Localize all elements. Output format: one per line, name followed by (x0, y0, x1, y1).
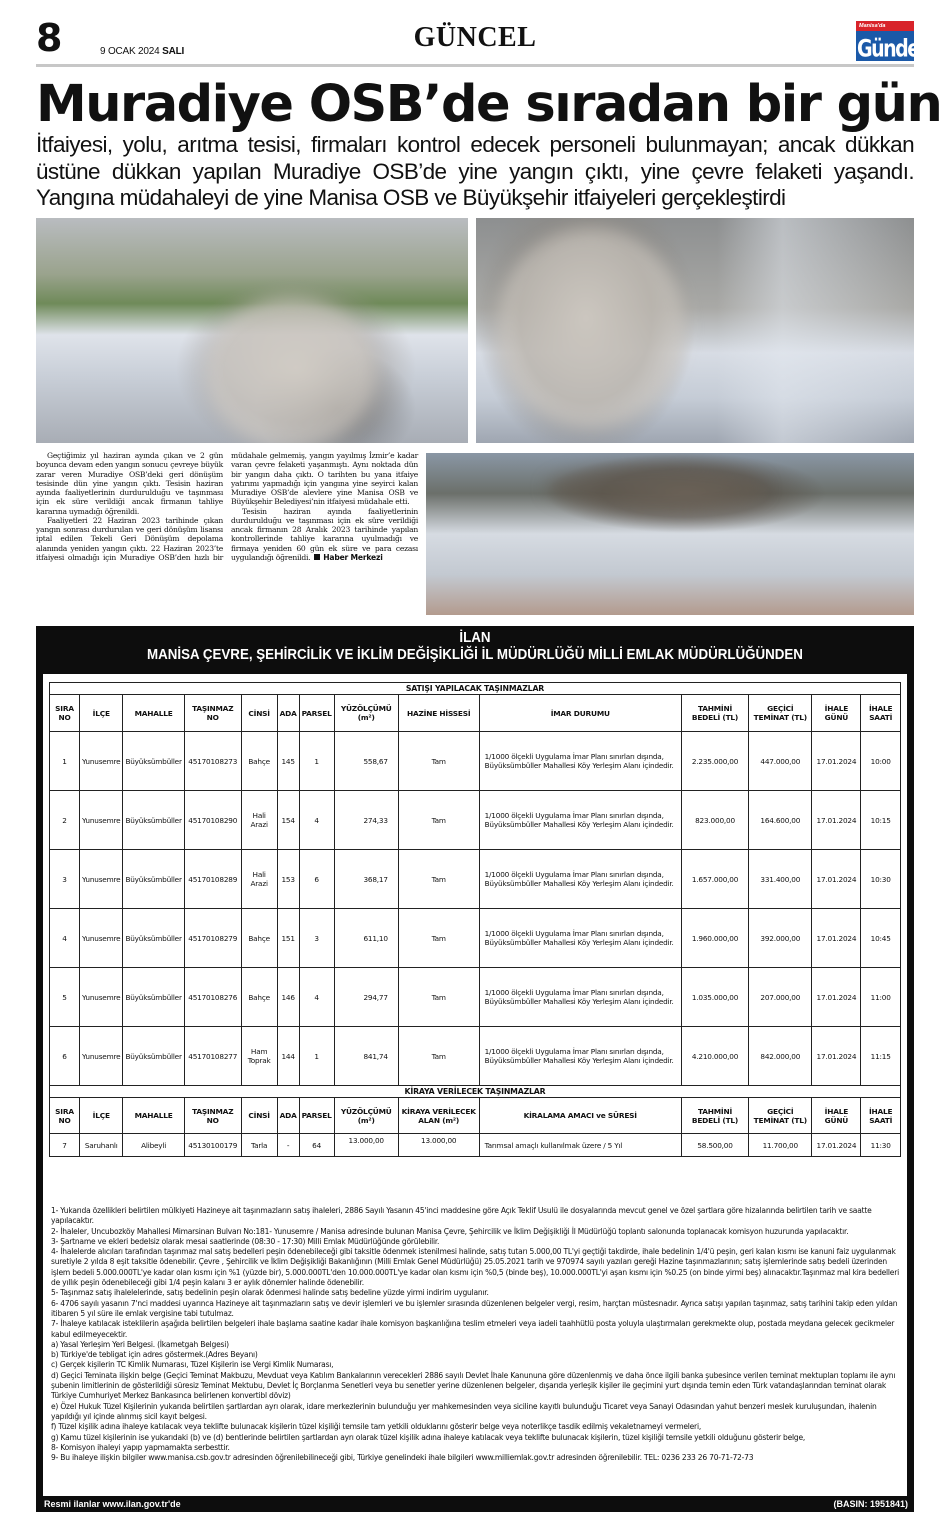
official-notice (36, 626, 914, 1512)
notice-title: İLAN (459, 630, 491, 646)
table-cell: Tarımsal amaçlı kullanılmak üzere / 5 Yıl (479, 1134, 681, 1157)
column-header: SIRA NO (50, 1098, 80, 1134)
table-row (50, 732, 901, 791)
table-cell: Tam (398, 909, 479, 968)
table-cell: Tam (398, 732, 479, 791)
table-cell: 45170108290 (184, 791, 241, 850)
table-cell: Bahçe (241, 909, 277, 968)
table-cell: 1/1000 ölçekli Uygulama İmar Planı sınırları dışında, Büyüksümbüller Mahallesi Köy Yerleşim Alanı içindedir. (479, 968, 681, 1027)
term-item: b) Türkiye'de tebligat için adres göstermek.(Adres Beyanı) (51, 1350, 258, 1360)
article-paragraph: Tesisin haziran ayında faaliyetlerinin durdurulduğu ve taşınması için ek süre verildiği ancak firmanın 28 Aralık 2023 tarihinde yapılan kontrollerinde tahliye kararına uyulmadığı ve firmaya yeniden 60 gün ek süre ve para cezası uygulandığı öğrenildi. Haber Merkezi (231, 506, 418, 562)
table-cell: 17.01.2024 (812, 1027, 861, 1086)
table-cell: 13.000,00 (398, 1134, 479, 1157)
table-cell: Tam (398, 850, 479, 909)
table-cell: 3 (299, 909, 334, 968)
table-cell: 144 (277, 1027, 299, 1086)
table-cell: 331.400,00 (749, 850, 812, 909)
table-cell: 45170108289 (184, 850, 241, 909)
column-header: GEÇİCİ TEMİNAT (TL) (749, 695, 812, 732)
table-cell: 3 (50, 850, 80, 909)
table-row (50, 909, 901, 968)
column-header: İHALE GÜNÜ (812, 695, 861, 732)
column-header: KİRAYA VERİLECEK ALAN (m²) (398, 1098, 479, 1134)
table-row (50, 968, 901, 1027)
table-cell: 45170108273 (184, 732, 241, 791)
table-cell: Tarla (241, 1134, 277, 1157)
table-cell: 1.035.000,00 (681, 968, 748, 1027)
table-cell: Büyüksümbüller (123, 850, 184, 909)
notice-header (71, 630, 879, 664)
column-header: TAHMİNİ BEDELİ (TL) (681, 1098, 748, 1134)
property-table (49, 682, 901, 1157)
column-header: TAHMİNİ BEDELİ (TL) (681, 695, 748, 732)
table-cell: Yunusemre (80, 909, 123, 968)
column-header: İMAR DURUMU (479, 695, 681, 732)
table-cell: 274,33 (334, 791, 398, 850)
table-cell: 17.01.2024 (812, 732, 861, 791)
table-cell: 6 (50, 1027, 80, 1086)
notice-terms (51, 1206, 903, 1463)
table-cell: 58.500,00 (681, 1134, 748, 1157)
table-cell: 392.000,00 (749, 909, 812, 968)
table-cell: 1.657.000,00 (681, 850, 748, 909)
table-cell: 1 (299, 732, 334, 791)
table-cell: 4 (299, 968, 334, 1027)
table-cell: 10:00 (861, 732, 901, 791)
table-cell: 17.01.2024 (812, 850, 861, 909)
column-header: SIRA NO (50, 695, 80, 732)
table-cell: 368,17 (334, 850, 398, 909)
table-cell: 1/1000 ölçekli Uygulama İmar Planı sınırları dışında, Büyüksümbüller Mahallesi Köy Yerleşim Alanı içindedir. (479, 909, 681, 968)
term-item: 4- İhalelerde alıcıları tarafından taşınmaz mal satış bedelleri peşin ödenebileceği gibi taksitle ödenmek istenilmesi halinde, satış tutarı 5.000,00 TL'yi geçtiği takdirde, ihale bedelinin 1/4'ü peşin, geri kalan kısmı ise kanuni faiz uygulanmak suretiyle 2 yılda 8 eşit taksitle ödenebilir. Çevre , Şehircilik ve İklim Değişikliği Bakanlığının (Milli Emlak Genel Müdürlüğü) 25.05.2021 tarih ve 970974 sayılı yazıları gereği Hazine taşınmazlarının; satış işlemlerinde satış bedeli üzerinden işlem bedeli 5.000.000TL'ye kadar olan kısmı için %1 (yüzde bir), 5.000.000TL'den 10.000.000TL'ye kadar olan kısmı için %0,5 (binde beş), 10.000.000TL'yi aşan kısmı için %0.25 (on binde yirmi beş) alınacaktır.Taşınmaz mal kira bedelleri de yıllık peşin ödenebileceği gibi 1/4 peşin kalanı 3 er aylık dönemler halinde ödenebilir. (51, 1247, 899, 1288)
table-cell: 154 (277, 791, 299, 850)
table-cell: Tam (398, 968, 479, 1027)
table-cell: 1.960.000,00 (681, 909, 748, 968)
term-item: 8- Komisyon ihaleyi yapıp yapmamakta serbesttir. (51, 1442, 230, 1452)
deck-text: İtfaiyesi, yolu, arıtma tesisi, firmaları kontrol edecek personeli bulunmayan; ancak dükkan üstüne dükkan yapılan Muradiye OSB’de yine yangın çıktı, yine çevre felaketi yaşandı. Yangına müdahaleyi de yine Manisa OSB ve Büyükşehir itfaiyeleri gerçekleştirdi (36, 132, 914, 210)
term-item: 5- Taşınmaz satış ihalelelerinde, satış bedelinin peşin olarak ödenmesi halinde satış bedeline yüzde yirmi indirim uygulanır. (51, 1288, 489, 1298)
table-cell: 10:15 (861, 791, 901, 850)
column-header: MAHALLE (123, 1098, 184, 1134)
column-header: GEÇİCİ TEMİNAT (TL) (749, 1098, 812, 1134)
table-cell: 11:15 (861, 1027, 901, 1086)
table-cell: 11:30 (861, 1134, 901, 1157)
article-paragraph: Geçtiğimiz yıl haziran ayında çıkan ve 2 gün boyunca devam eden yangın sonucu çevreye büyük zarar veren Muradiye OSB’deki geri dönüşüm tesisinde dün yine yangın çıktı. Tesisin haziran ayında faaliyetlerinin durdurulduğu ve taşınması için ek süre verildiği ancak firmanın tahliye kararına uymadığı öğrenildi. (36, 451, 223, 516)
table-cell: 64 (299, 1134, 334, 1157)
smoke-shape (496, 228, 686, 428)
table-row (50, 1134, 901, 1157)
column-header: ADA (277, 1098, 299, 1134)
term-item: c) Gerçek kişilerin TC Kimlik Numarası, Tüzel Kişilerin ise Vergi Kimlik Numarası, (51, 1360, 334, 1370)
table-cell: 17.01.2024 (812, 968, 861, 1027)
table-cell: 45170108277 (184, 1027, 241, 1086)
table-cell: - (277, 1134, 299, 1157)
table-cell: Alibeyli (123, 1134, 184, 1157)
table-cell: 17.01.2024 (812, 1134, 861, 1157)
table-cell: 153 (277, 850, 299, 909)
rent-table-title: KİRAYA VERİLECEK TAŞINMAZLAR (50, 1086, 901, 1098)
table-cell: Büyüksümbüller (123, 968, 184, 1027)
smoke-shape (546, 463, 766, 513)
column-header: YÜZÖLÇÜMÜ (m²) (334, 695, 398, 732)
table-cell: 842.000,00 (749, 1027, 812, 1086)
term-item: a) Yasal Yerleşim Yeri Belgesi. (İkametgah Belgesi) (51, 1339, 229, 1349)
table-cell: Bahçe (241, 968, 277, 1027)
table-cell: Ham Toprak (241, 1027, 277, 1086)
fire-photo-2 (476, 218, 914, 443)
notice-body (43, 674, 907, 1496)
article-body (36, 451, 418, 619)
press-code: (BASIN: 1951841) (833, 1499, 908, 1509)
table-cell: 1/1000 ölçekli Uygulama İmar Planı sınırları dışında, Büyüksümbüller Mahallesi Köy Yerleşim Alanı içindedir. (479, 1027, 681, 1086)
column-header: HAZİNE HİSSESİ (398, 695, 479, 732)
smoke-shape (206, 298, 376, 443)
term-item: f) Tüzel kişilik adına ihaleye katılacak veya teklifte bulunacak kişilerin tüzel kişiliği temsile tam yetkili olduklarını gösterir belge veya noterlikçe tasdik edilmiş vekaletnameyi vermeleri, (51, 1422, 701, 1432)
table-row (50, 791, 901, 850)
table-cell: 5 (50, 968, 80, 1027)
table-cell: 11:00 (861, 968, 901, 1027)
term-item: 1- Yukarıda özellikleri belirtilen mülkiyeti Hazineye ait taşınmazların satış ihaleleri, 2886 Sayılı Yasanın 45'inci maddesine göre Açık Teklif Usulü ile dosyalarında mevcut genel ve özel şartlara göre hizalarında belirtilen tarih ve saatte yapılacaktır. (51, 1206, 872, 1226)
logo-tagline: Manisa'da (859, 23, 886, 29)
table-cell: 10:45 (861, 909, 901, 968)
term-item: e) Özel Hukuk Tüzel Kişilerinin yukarıda belirtilen şartlardan ayrı olarak, idare merkezlerinin bulunduğu yer mahkemesinden veya siciline kayıtlı bulunduğu Ticaret veya Sanayi Odasından yahut benzeri meslek kuruluşundan, ihalenin yapıldığı yıl içinde alınmış sicil kayıt belgesi. (51, 1401, 877, 1421)
table-cell: Saruhanlı (80, 1134, 123, 1157)
table-cell: 13.000,00 (334, 1134, 398, 1157)
table-cell: 45170108279 (184, 909, 241, 968)
table-cell: 611,10 (334, 909, 398, 968)
table-cell: Yunusemre (80, 968, 123, 1027)
term-item: g) Kamu tüzel kişilerinin ise yukarıdaki (b) ve (d) bentlerinde belirtilen şartlardan ayrı olarak tüzel kişilik adına ihaleye katılacak veya teklifte bulunacak kişilerin, tüzel kişiliği temsile yetkili olduğunu gösterir belge, (51, 1432, 806, 1442)
table-cell: 7 (50, 1134, 80, 1157)
table-row (50, 850, 901, 909)
section-title: GÜNCEL (413, 22, 537, 53)
table-cell: 1 (50, 732, 80, 791)
masthead-rule (36, 64, 914, 67)
table-cell: Yunusemre (80, 791, 123, 850)
table-cell: 145 (277, 732, 299, 791)
column-header: CİNSİ (241, 695, 277, 732)
column-header: İLÇE (80, 695, 123, 732)
table-cell: 164.600,00 (749, 791, 812, 850)
term-item: 2- İhaleler, Uncubozköy Mahallesi Mimarsinan Bulvarı No:181- Yunusemre / Manisa adresinde bulunan Manisa Çevre, Şehircilik ve İklim Değişikliği İl Müdürlüğü toplantı salonunda toplanacak komisyon huzurunda yapılacaktır. (51, 1226, 849, 1236)
column-header: CİNSİ (241, 1098, 277, 1134)
table-cell: 2 (50, 791, 80, 850)
page-number: 8 (36, 16, 63, 60)
column-header: TAŞINMAZ NO (184, 1098, 241, 1134)
table-cell: 4 (299, 791, 334, 850)
column-header: KİRALAMA AMACI ve SÜRESİ (479, 1098, 681, 1134)
table-cell: 2.235.000,00 (681, 732, 748, 791)
column-header: ADA (277, 695, 299, 732)
fire-photo-3 (426, 453, 914, 615)
sale-table-title: SATIŞI YAPILACAK TAŞINMAZLAR (50, 683, 901, 695)
table-cell: 558,67 (334, 732, 398, 791)
table-cell: 45170108276 (184, 968, 241, 1027)
table-cell: Tam (398, 1027, 479, 1086)
table-cell: Büyüksümbüller (123, 791, 184, 850)
table-cell: Tam (398, 791, 479, 850)
table-cell: 45130100179 (184, 1134, 241, 1157)
notice-issuer: MANİSA ÇEVRE, ŞEHİRCİLİK VE İKLİM DEĞİŞİKLİĞİ İL MÜDÜRLÜĞÜ MİLLİ EMLAK MÜDÜRLÜĞÜNDEN (147, 647, 803, 663)
newspaper-logo (856, 21, 937, 63)
column-header: PARSEL (299, 1098, 334, 1134)
byline: Haber Merkezi (310, 553, 382, 562)
table-cell: 151 (277, 909, 299, 968)
term-item: d) Geçici Teminata ilişkin belge (Geçici Teminat Makbuzu, Mevduat veya Katılım Bankalarının verecekleri 2886 sayılı Devlet İhale Kanununa göre düzenlenmiş ve daha önce ilgili banka şubesince verilen teminat mektupları toplamı ile aynı şubenin limitlerinin de gösterildiği süresiz Teminat Mektubu, Devlet İç Borçlanma Senetleri veya bu senetler yerine düzenlenen belgeler, dışarıda yerleşik kişiler ile geçimini yurt dışında temin eden Türk vatandaşlarından teminat olarak Türkiye Cumhuriyet Merkez Bankasınca belirlenen konvertibl döviz) (51, 1370, 896, 1401)
column-header: İHALE SAATİ (861, 695, 901, 732)
table-cell: 207.000,00 (749, 968, 812, 1027)
term-item: 6- 4706 sayılı yasanın 7'nci maddesi uyarınca Hazineye ait taşınmazların satış ve devir işlemleri ve bu işlemler sırasında düzenlenen belgeler vergi, resim, harçtan müstesnadır. Ayrıca satışı yapılan taşınmaz, satış tarihini takip eden yıldan itibaren 5 yıl süre ile emlak vergisine tabi tutulmaz. (51, 1298, 898, 1318)
column-header: PARSEL (299, 695, 334, 732)
table-cell: 1/1000 ölçekli Uygulama İmar Planı sınırları dışında, Büyüksümbüller Mahallesi Köy Yerleşim Alanı içindedir. (479, 850, 681, 909)
headline: Muradiye OSB’de sıradan bir gün (36, 75, 942, 134)
table-cell: Bahçe (241, 732, 277, 791)
table-cell: 146 (277, 968, 299, 1027)
column-header: İHALE SAATİ (861, 1098, 901, 1134)
table-cell: 6 (299, 850, 334, 909)
table-cell: Büyüksümbüller (123, 732, 184, 791)
table-cell: Büyüksümbüller (123, 909, 184, 968)
footer-left-text: Resmi ilanlar www.ilan.gov.tr'de (44, 1499, 181, 1509)
table-cell: Yunusemre (80, 850, 123, 909)
table-cell: 841,74 (334, 1027, 398, 1086)
table-cell: 1/1000 ölçekli Uygulama İmar Planı sınırları dışında, Büyüksümbüller Mahallesi Köy Yerleşim Alanı içindedir. (479, 791, 681, 850)
table-cell: 1 (299, 1027, 334, 1086)
issue-date: 9 OCAK 2024 SALI (100, 46, 185, 57)
table-cell: 4.210.000,00 (681, 1027, 748, 1086)
table-cell: Yunusemre (80, 1027, 123, 1086)
table-cell: Yunusemre (80, 732, 123, 791)
table-cell: Büyüksümbüller (123, 1027, 184, 1086)
column-header: TAŞINMAZ NO (184, 695, 241, 732)
column-header: İHALE GÜNÜ (812, 1098, 861, 1134)
table-cell: 4 (50, 909, 80, 968)
term-item: 3- Şartname ve ekleri bedelsiz olarak mesai saatlerinde (08:30 - 17:30) Milli Emlak Müdürlüğünde görülebilir. (51, 1236, 440, 1246)
table-cell: 11.700,00 (749, 1134, 812, 1157)
table-cell: 447.000,00 (749, 732, 812, 791)
table-cell: 10:30 (861, 850, 901, 909)
column-header: YÜZÖLÇÜMÜ (m²) (334, 1098, 398, 1134)
term-item: 7- İhaleye katılacak isteklilerin aşağıda belirtilen belgeleri ihale başlama saatine kadar ihale komisyon başkanlığına teslim etmeleri veya iadeli taahhütlü posta yoluyla ulaştırmaları gerekmekte olup, postada meydana gelecek gecikmeler kabul edilmeyecektir. (51, 1319, 895, 1339)
sale-table-header (50, 695, 901, 732)
table-cell: Hali Arazi (241, 850, 277, 909)
table-cell: 17.01.2024 (812, 909, 861, 968)
rent-table-header (50, 1098, 901, 1134)
masthead (36, 16, 937, 63)
article-paragraph: Faaliyetleri 22 Haziran 2023 tarihinde çıkan yangın sonrası durdurulan ve geri dönüşüm lisansı iptal edilen Tekeli Geri Dönüşüm depolama alanında yeniden yangın çıktı. 22 Haziran 2023’te itfaiyesi olmadığı için Muradiye OSB’den hızlı bir müdahale gelmemiş, yangın yayılmış İzmir’e kadar varan çevre felaketi yaşanmıştı. Aynı noktada dün bir yangın daha çıktı. O tarihten bu yana itfaiye yatırımı yapmadığı için yangına yine seyirci kalan Muradiye OSB’de alevlere yine Manisa OSB ve Büyükşehir Belediyesi’nin itfaiyesi müdahale etti. (36, 451, 418, 562)
column-header: İLÇE (80, 1098, 123, 1134)
logo-wordmark: Gündem (857, 35, 937, 63)
table-cell: Hali Arazi (241, 791, 277, 850)
notice-footer (36, 1497, 914, 1512)
fire-photo-1 (36, 218, 468, 443)
term-item: 9- Bu ihaleye ilişkin bilgiler www.manisa.csb.gov.tr adresinden öğrenilebilineceği gibi, Türkiye genelindeki ihale bilgileri www.milliemlak.gov.tr adresinden öğrenilebilir. TEL: 0236 233 26 70-71-72-73 (51, 1453, 754, 1463)
table-cell: 1/1000 ölçekli Uygulama İmar Planı sınırları dışında, Büyüksümbüller Mahallesi Köy Yerleşim Alanı içindedir. (479, 732, 681, 791)
table-cell: 823.000,00 (681, 791, 748, 850)
table-cell: 294,77 (334, 968, 398, 1027)
table-cell: 17.01.2024 (812, 791, 861, 850)
column-header: MAHALLE (123, 695, 184, 732)
table-row (50, 1027, 901, 1086)
